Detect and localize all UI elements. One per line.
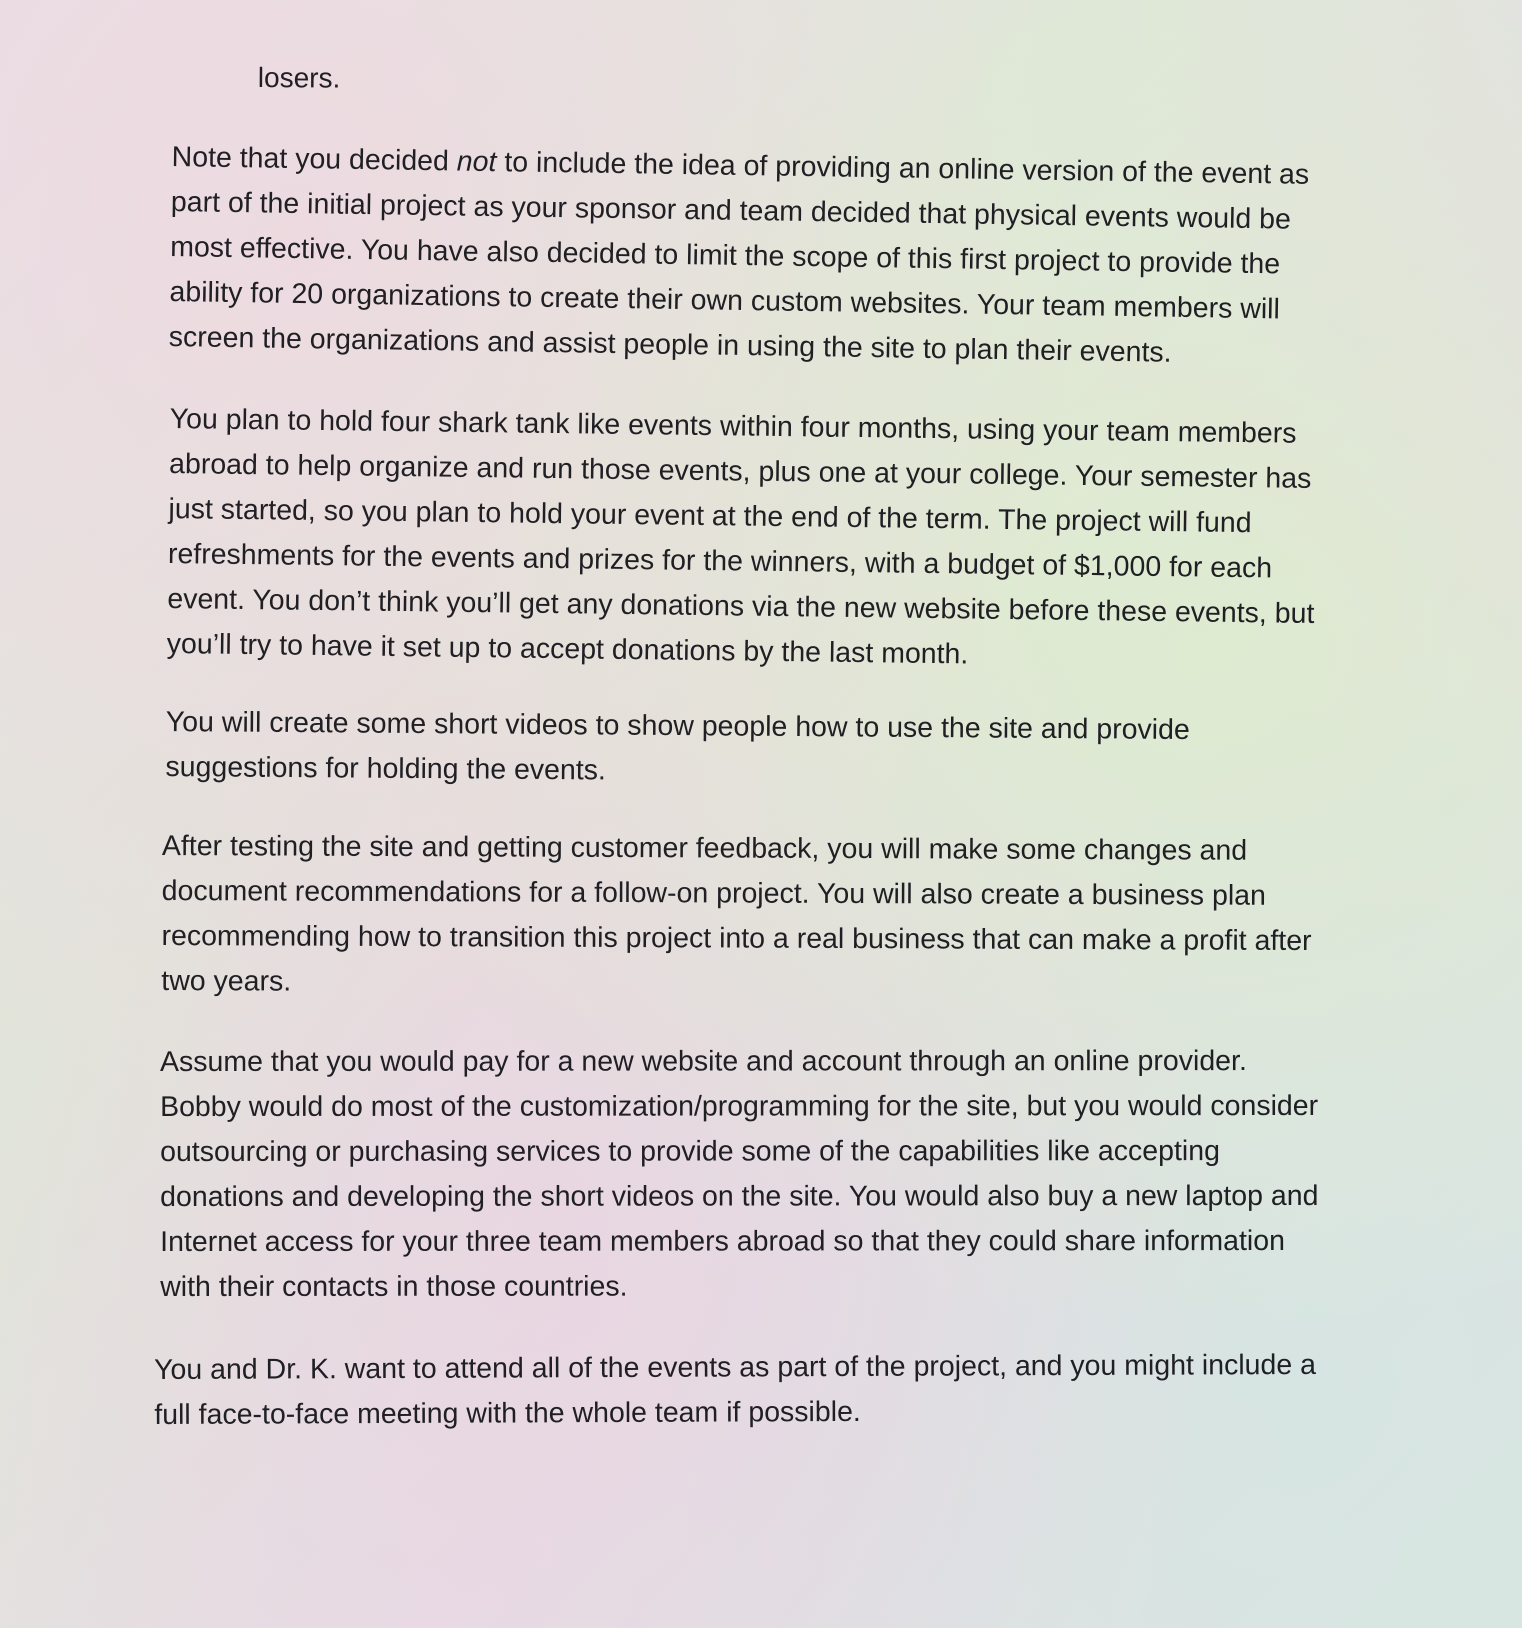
text-line: recommending how to transition this project into a real business that can make a profit after <box>161 919 1312 958</box>
text-line: just started, so you plan to hold your event at the end of the term. The project will fund <box>168 492 1252 540</box>
text-line: part of the initial project as your sponsor and team decided that physical events would be <box>170 185 1292 236</box>
text-line: You will create some short videos to show people how to use the site and provide <box>165 705 1190 747</box>
text-line: You plan to hold four shark tank like events within four months, using your team members <box>169 402 1297 450</box>
text-line: with their contacts in those countries. <box>160 1270 628 1303</box>
text-fragment: losers. <box>257 61 341 94</box>
paragraph-website-costs <box>160 1039 1319 1310</box>
paragraph-shark-tank-events <box>166 397 1317 682</box>
text-line: outsourcing or purchasing services to provide some of the capabilities like accepting <box>160 1135 1220 1168</box>
text-line: most effective. You have also decided to limit the scope of this first project to provide the <box>169 230 1281 281</box>
text-segment: Note that you decided <box>171 140 458 178</box>
emphasis-text: not <box>456 145 497 179</box>
text-line: Bobby would do most of the customization/programming for the site, but you would consider <box>160 1089 1319 1123</box>
text-line: you’ll try to have it set up to accept donations by the last month. <box>166 627 969 671</box>
text-line: Assume that you would pay for a new website and account through an online provider. <box>160 1045 1247 1078</box>
text-line: ability for 20 organizations to create their own custom websites. Your team members will <box>169 275 1281 326</box>
text-line: You and Dr. K. want to attend all of the events as part of the project, and you might include a <box>154 1348 1317 1386</box>
text-line: After testing the site and getting customer feedback, you will make some changes and <box>161 829 1248 867</box>
text-segment: to include the idea of providing an online version of the event as <box>496 146 1310 191</box>
text-line: abroad to help organize and run those events, plus one at your college. Your semester has <box>168 447 1312 495</box>
text-line: refreshments for the events and prizes for the winners, with a budget of $1,000 for each <box>167 537 1273 585</box>
text-line: donations and developing the short videos on the site. You would also buy a new laptop and <box>160 1179 1319 1213</box>
paragraph-short-videos <box>165 700 1190 798</box>
text-line: suggestions for holding the events. <box>165 750 607 787</box>
text-line: document recommendations for a follow-on project. You will also create a business plan <box>161 874 1266 912</box>
text-line: event. You don’t think you’ll get any donations via the new website before these events, but <box>167 582 1315 630</box>
paragraph-attend-events <box>154 1343 1316 1438</box>
paragraph-testing-feedback <box>161 824 1312 1009</box>
paragraph-online-version <box>168 135 1309 378</box>
text-line: full face-to-face meeting with the whole team if possible. <box>154 1395 861 1431</box>
text-line: two years. <box>161 964 292 998</box>
text-line: Internet access for your three team members abroad so that they could share information <box>160 1225 1285 1258</box>
text-line: screen the organizations and assist people in using the site to plan their events. <box>168 320 1172 369</box>
